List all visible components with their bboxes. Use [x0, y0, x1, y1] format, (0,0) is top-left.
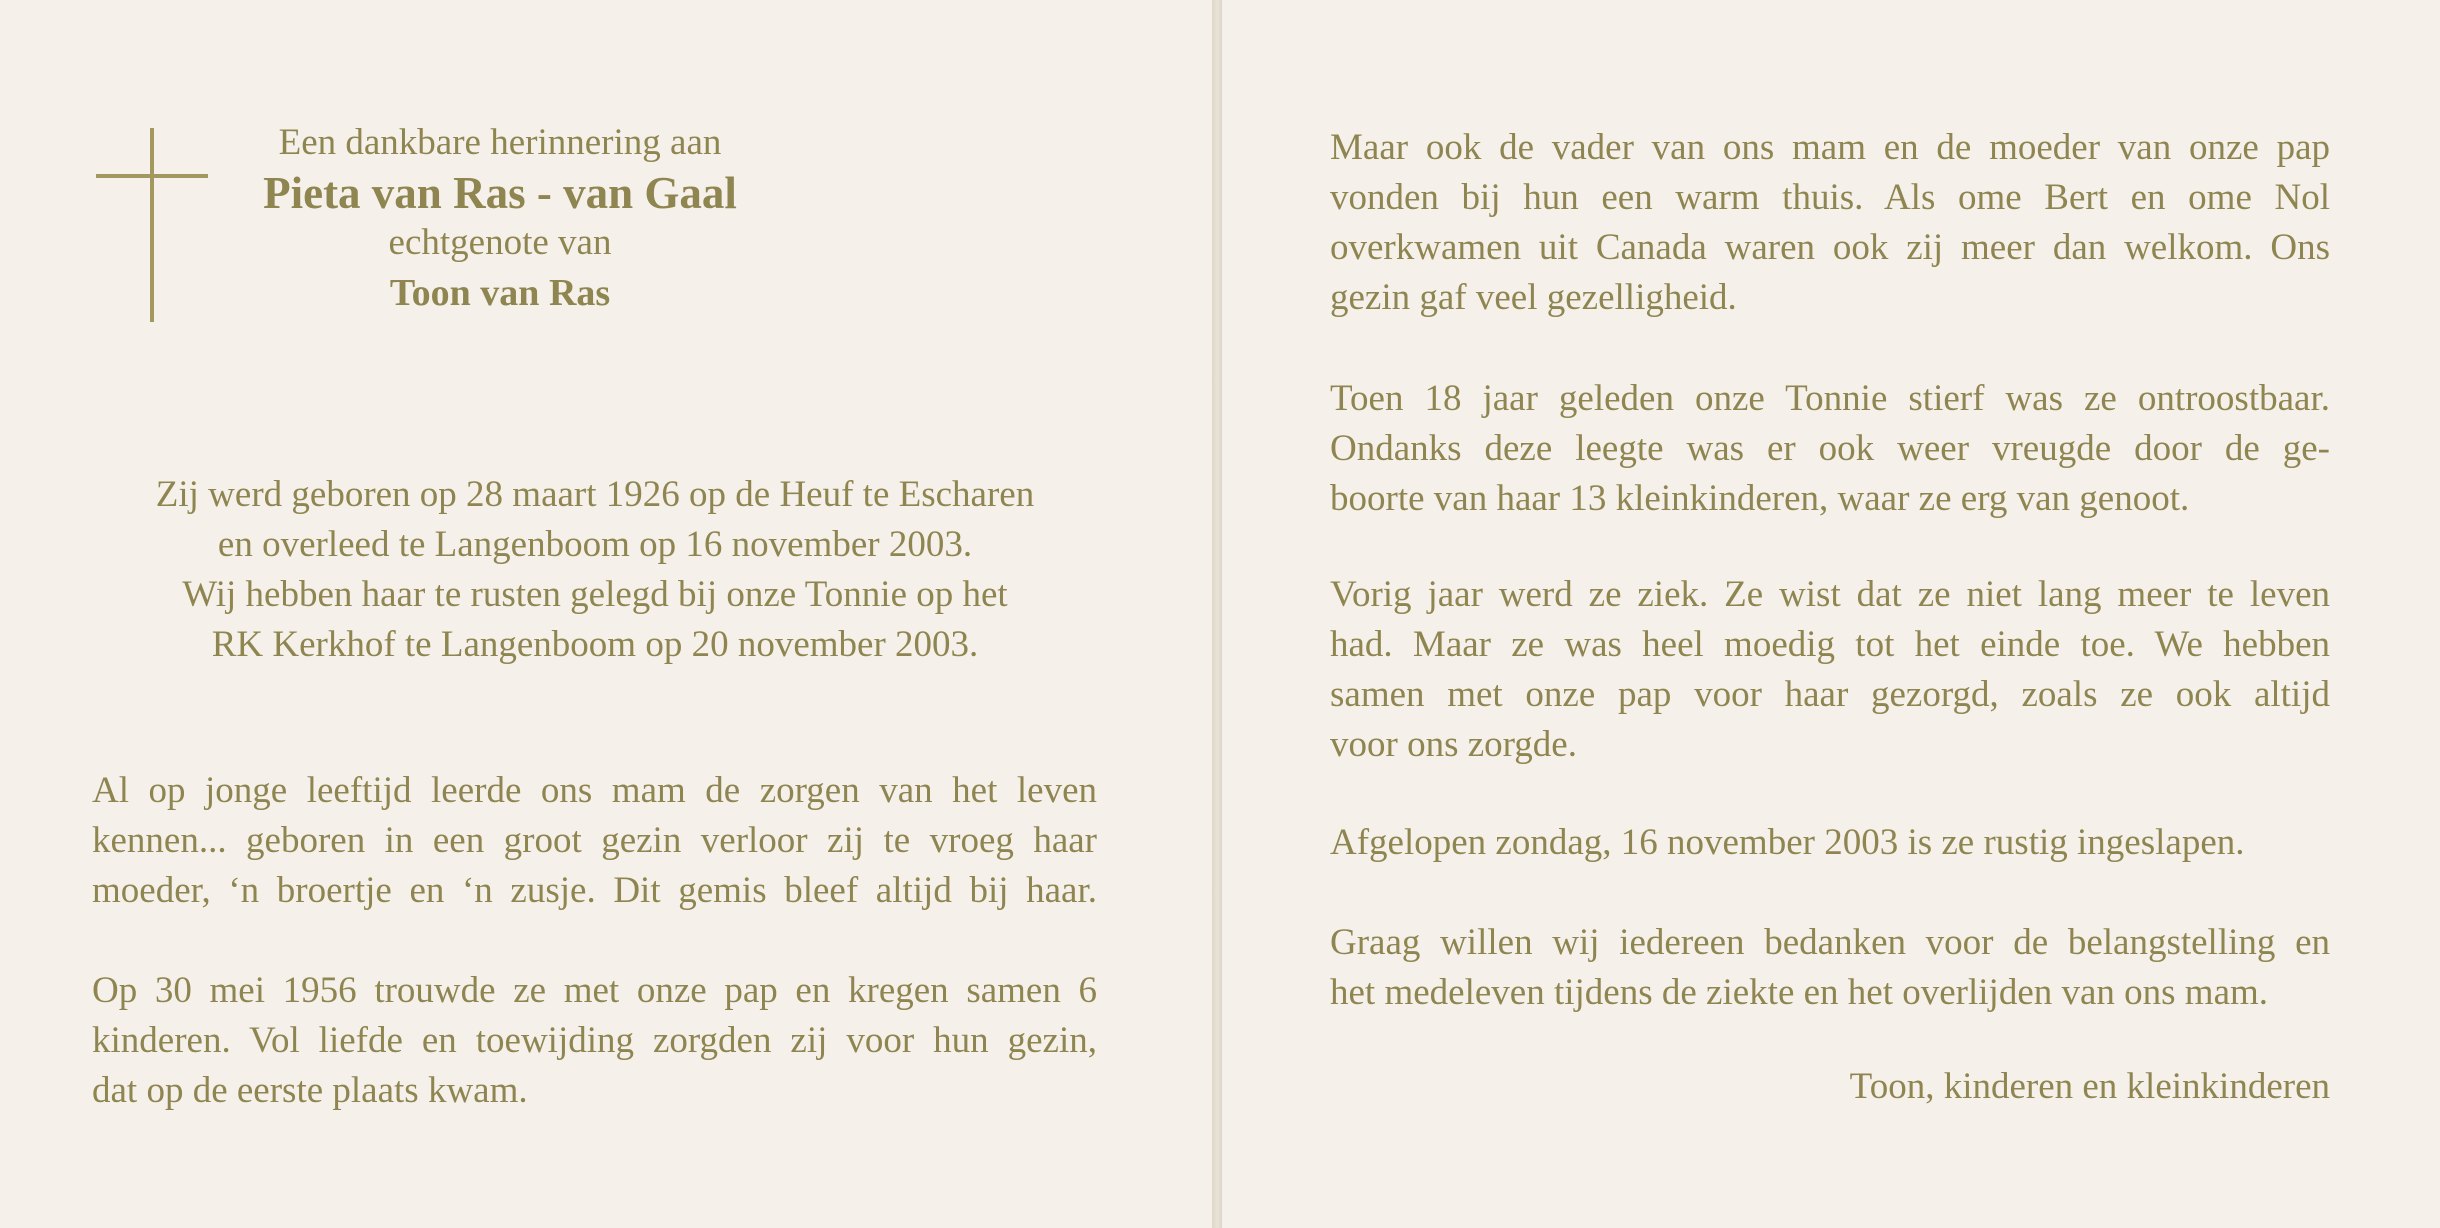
- text-line: overkwamen uit Canada waren ook zij meer dan welkom. Ons: [1330, 227, 2330, 268]
- life-facts: [60, 470, 1130, 670]
- signature: Toon, kinderen en kleinkinderen: [1849, 1066, 2330, 1107]
- text-line: Maar ook de vader van ons mam en de moeder van onze pap: [1330, 127, 2330, 168]
- card-header: [200, 118, 800, 318]
- text-line: gezin gaf veel gezelligheid.: [1330, 277, 1737, 318]
- paragraph-family-home: [1330, 123, 2330, 323]
- fact-line: Wij hebben haar te rusten gelegd bij onze Tonnie op het: [182, 574, 1008, 615]
- paragraph-grief: [1330, 374, 2330, 524]
- cross-icon: [96, 128, 208, 322]
- text-line: dat op de eerste plaats kwam.: [92, 1070, 528, 1111]
- paragraph-illness: [1330, 570, 2330, 770]
- text-line: voor ons zorgde.: [1330, 724, 1577, 765]
- text-line: boorte van haar 13 kleinkinderen, waar ze erg van genoot.: [1330, 478, 2190, 519]
- text-line: moeder, ‘n broertje en ‘n zusje. Dit gemis bleef altijd bij haar.: [92, 870, 1097, 911]
- text-line: het medeleven tijdens de ziekte en het overlijden van ons mam.: [1330, 972, 2269, 1013]
- text-line: Al op jonge leeftijd leerde ons mam de zorgen van het leven: [92, 770, 1097, 811]
- text-line: Toen 18 jaar geleden onze Tonnie stierf was ze ontroostbaar.: [1330, 378, 2330, 419]
- card-fold: [1212, 0, 1222, 1228]
- text-line: samen met onze pap voor haar gezorgd, zoals ze ook altijd: [1330, 674, 2330, 715]
- text-line: vonden bij hun een warm thuis. Als ome Bert en ome Nol: [1330, 177, 2330, 218]
- text-line: Graag willen wij iedereen bedanken voor de belangstelling en: [1330, 922, 2330, 963]
- text-line: Ondanks deze leegte was er ook weer vreugde door de ge-: [1330, 428, 2330, 469]
- paragraph-thanks: [1330, 918, 2330, 1018]
- text-line: kennen... geboren in een groot gezin verloor zij te vroeg haar: [92, 820, 1097, 861]
- text-line: Afgelopen zondag, 16 november 2003 is ze rustig ingeslapen.: [1330, 822, 2245, 863]
- text-line: had. Maar ze was heel moedig tot het einde toe. We hebben: [1330, 624, 2330, 665]
- fact-line: RK Kerkhof te Langenboom op 20 november 2003.: [211, 624, 979, 665]
- fact-line: Zij werd geboren op 28 maart 1926 op de Heuf te Escharen: [155, 474, 1035, 515]
- fact-line: en overleed te Langenboom op 16 november 2003.: [217, 524, 973, 565]
- paragraph-passing: [1330, 818, 2330, 868]
- text-line: Op 30 mei 1956 trouwde ze met onze pap en kregen samen 6: [92, 970, 1097, 1011]
- text-line: Vorig jaar werd ze ziek. Ze wist dat ze niet lang meer te leven: [1330, 574, 2330, 615]
- paragraph-youth: [92, 766, 1097, 916]
- spouse-name: Toon van Ras: [389, 272, 611, 314]
- header-relation: echtgenote van: [388, 222, 612, 263]
- text-line: kinderen. Vol liefde en toewijding zorgden zij voor hun gezin,: [92, 1020, 1097, 1061]
- paragraph-marriage: [92, 966, 1097, 1116]
- header-intro: Een dankbare herinnering aan: [278, 122, 722, 163]
- deceased-name: Pieta van Ras - van Gaal: [263, 168, 737, 218]
